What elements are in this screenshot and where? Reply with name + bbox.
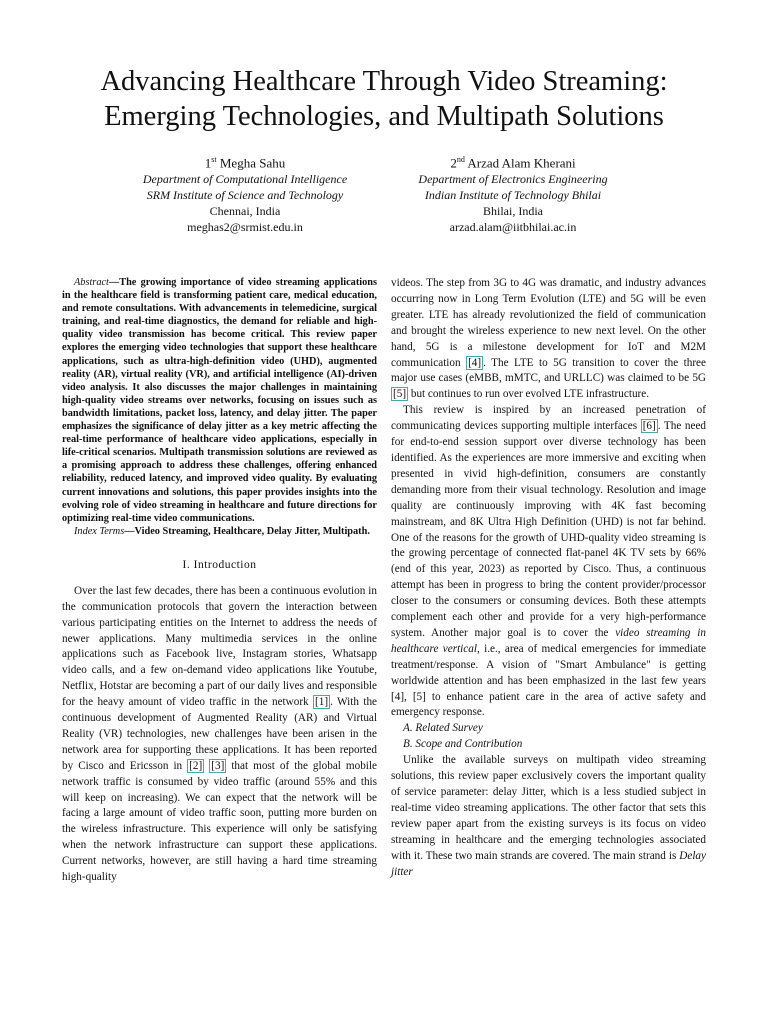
citation-link[interactable]: [6]	[642, 420, 656, 433]
author-institution: Indian Institute of Technology Bhilai	[424, 188, 602, 203]
scope-paragraph: Unlike the available surveys on multipath video streaming solutions, this review paper exclusively covers the important quality of service parameter: delay Jitter, which is a less studied subject in real-time video streaming applications. The other factor that sets this review paper apart from the existing surveys is its focus on video streaming in healthcare and the emerging technologies associated with it. These two main strands are covered. The main strand is Delay jitter	[391, 754, 706, 878]
intro-paragraph-2: This review is inspired by an increased penetration of communicating devices supporting multiple interfaces [6] . The need for end-to-end session support over diverse technology has been identified. As the experiences are more immersive and exciting when presented in vivid high-definition, consumers are constantly demanding more from their visual technology. Resolution and image quality are continuously improving with 4K fast becoming mainstream, and 8K Ultra High Definition (UHD) is not far behind. One of the reasons for the growth of UHD-quality video streaming is the growing percentage of connected flat-panel 4K TV sets by 66% (end of this year, 2023) as reported by Cisco. Thus, a continuous attempt has been in progress to bring the content provider/processor closer to the consumers or consuming devices. Both these attempts complement each other and provide for a very high-performance system. Another major goal is to cover the video streaming in healthcare vertical, i.e., area of medical emergencies for immediate treatment/response. A vision of "Smart Ambulance" is getting worldwide attention and has been emphasized in the last few years [4], [5] to enhance patient care in the area of active safety and emergency response.	[391, 404, 707, 719]
author-email[interactable]: arzad.alam@iitbhilai.ac.in	[449, 220, 577, 235]
author-block-1	[95, 152, 395, 235]
author-name: 2nd Arzad Alam Kherani	[450, 155, 576, 171]
citation-link[interactable]: [2]	[189, 759, 203, 772]
intro-paragraph-1-continued: videos. The step from 3G to 4G was dramatic, and industry advances occurring now in Long Term Evolution (LTE) and 5G will be even greater. LTE has already revolutionized the field of communication and brought the wireless experience to new next level. On the other hand, 5G is a milestone development for IoT and M2M communication [4] . The LTE to 5G transition to cover the three major use cases (eMBB, mMTC, and URLLC) was claimed to be 5G [5] but continues to run over evolved LTE infrastructure.	[391, 277, 706, 401]
intro-paragraph-1: Over the last few decades, there has been a continuous evolution in the communication protocols that govern the interaction between various participating entities on the Internet to address the needs of newer applications. Many multimedia services in the online applications such as Facebook live, Instagram stories, Whatsapp video calls, and a few on-demand video applications like Youtube, Netflix, Hotstar are becoming a part of our daily lives and responsible for the heavy amount of video traffic in the network [1] . With the continuous development of Augmented Reality (AR) and Virtual Reality (VR) technologies, new challenges have been arisen in the network area for supporting these applications. It has been reported by Cisco and Ericsson in [2] [3] that most of the global mobile network traffic is consumed by video traffic (around 55% and this will keep on increasing). We can expect that the network will be facing a large amount of video traffic soon, putting more burden on the wireless infrastructure. This experience will only be satisfying when the network infrastructure can support these applications. Current networks, however, are still having a hard time streaming high-quality	[62, 584, 378, 884]
right-column	[391, 276, 706, 880]
citation-link[interactable]: [5]	[393, 388, 407, 401]
author-email[interactable]: meghas2@srmist.edu.in	[187, 220, 303, 235]
subsection-heading-scope: B. Scope and Contribution	[403, 738, 523, 751]
paper-title-line-2: Emerging Technologies, and Multipath Solutions	[104, 101, 664, 132]
author-block-2	[363, 152, 663, 235]
author-institution: SRM Institute of Science and Technology	[146, 188, 344, 203]
author-department: Department of Electronics Engineering	[418, 172, 608, 187]
citation-link[interactable]: [3]	[211, 759, 225, 772]
paper-title-line-1: Advancing Healthcare Through Video Streaming:	[100, 66, 668, 97]
citation-link[interactable]: [1]	[315, 696, 329, 709]
author-name: 1st Megha Sahu	[204, 155, 286, 171]
subsection-heading-related-survey: A. Related Survey	[403, 722, 483, 735]
author-city: Bhilai, India	[483, 204, 543, 219]
abstract: Abstract—The growing importance of video streaming applications in the healthcare field is transforming patient care, medical education, and remote consultations. With advancements in telemedicine, surgical training, and real-time diagnostics, the demand for reliable and high-quality video transmission has become critical. This review paper explores the emerging video technologies that support these healthcare applications, such as ultra-high-definition video (UHD), augmented reality (AR), virtual reality (VR), and artificial intelligence (AI)-driven video analysis. It also discusses the major challenges in maintaining high-quality video streams over networks, focusing on issues such as bandwidth limitations, packet loss, latency, and delay jitter. The paper emphasizes the significance of delay jitter as a key metric affecting the real-time performance of healthcare video applications, especially in life-critical scenarios. Multipath transmission solutions are reviewed as a promising approach to address these challenges, offering enhanced reliability, reduced latency, and improved video quality. By evaluating current innovations and solutions, this paper provides insights into the evolving role of video streaming in healthcare and future directions for optimizing real-time video communications.	[62, 277, 377, 524]
author-city: Chennai, India	[209, 204, 281, 219]
paper-title	[40, 64, 728, 134]
citation-link[interactable]: [4]	[468, 356, 482, 369]
index-terms: Index Terms—Video Streaming, Healthcare, Delay Jitter, Multipath.	[74, 525, 370, 537]
left-column	[62, 276, 377, 886]
author-department: Department of Computational Intelligence	[142, 172, 348, 187]
section-heading-introduction: I. Introduction	[182, 558, 257, 571]
